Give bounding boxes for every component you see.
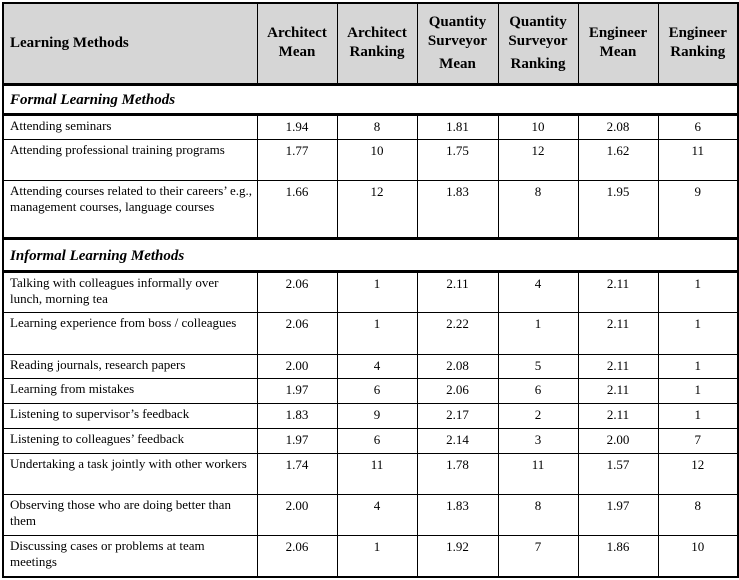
qs-mean-cell: 2.08: [417, 354, 498, 379]
engineer-mean-cell: 2.11: [578, 404, 658, 429]
engineer-ranking-cell: 1: [658, 313, 738, 354]
engineer-ranking-cell: 11: [658, 140, 738, 181]
architect-mean-cell: 1.97: [257, 379, 337, 404]
architect-mean-cell: 2.06: [257, 536, 337, 577]
architect-ranking-cell: 4: [337, 354, 417, 379]
engineer-ranking-cell: 1: [658, 354, 738, 379]
method-cell: Learning experience from boss / colleagues: [3, 313, 257, 354]
engineer-mean-cell: 2.08: [578, 115, 658, 140]
header-architect-mean: [257, 3, 337, 84]
engineer-ranking-cell: 8: [658, 494, 738, 535]
architect-mean-cell: 1.66: [257, 181, 337, 239]
qs-ranking-cell: 11: [498, 453, 578, 494]
engineer-mean-cell: 2.11: [578, 313, 658, 354]
engineer-ranking-cell: 10: [658, 536, 738, 577]
table-row: [3, 272, 738, 313]
section-title: Formal Learning Methods: [3, 84, 738, 115]
architect-mean-cell: 1.77: [257, 140, 337, 181]
qs-mean-cell: 2.06: [417, 379, 498, 404]
qs-ranking-cell: 8: [498, 181, 578, 239]
header-engineer-ranking: [658, 3, 738, 84]
table-row: [3, 115, 738, 140]
engineer-ranking-cell: 6: [658, 115, 738, 140]
architect-mean-cell: 2.00: [257, 494, 337, 535]
engineer-mean-cell: 1.97: [578, 494, 658, 535]
architect-ranking-cell: 4: [337, 494, 417, 535]
header-learning-methods: Learning Methods: [3, 3, 257, 84]
table-row: [3, 404, 738, 429]
header-line: Quantity: [509, 13, 567, 30]
header-line: Mean: [599, 44, 637, 61]
engineer-mean-cell: 1.95: [578, 181, 658, 239]
method-cell: Observing those who are doing better than them: [3, 494, 257, 535]
header-row: [3, 3, 738, 84]
engineer-mean-cell: 2.00: [578, 428, 658, 453]
table-header: [3, 3, 738, 84]
table-row: [3, 494, 738, 535]
architect-ranking-cell: 1: [337, 272, 417, 313]
engineer-ranking-cell: 1: [658, 404, 738, 429]
header-line: Mean: [278, 44, 316, 61]
qs-mean-cell: 1.78: [417, 453, 498, 494]
qs-mean-cell: 2.17: [417, 404, 498, 429]
table-row: [3, 379, 738, 404]
architect-ranking-cell: 8: [337, 115, 417, 140]
qs-ranking-cell: 5: [498, 354, 578, 379]
architect-mean-cell: 1.97: [257, 428, 337, 453]
qs-mean-cell: 1.92: [417, 536, 498, 577]
header-architect-ranking: [337, 3, 417, 84]
header-line: Engineer: [668, 25, 727, 42]
header-line: Ranking: [510, 55, 566, 72]
header-line: Mean: [439, 55, 476, 72]
method-cell: Attending seminars: [3, 115, 257, 140]
engineer-mean-cell: 2.11: [578, 272, 658, 313]
header-line: Ranking: [349, 44, 405, 61]
qs-mean-cell: 1.83: [417, 494, 498, 535]
engineer-ranking-cell: 9: [658, 181, 738, 239]
table-body: [3, 84, 738, 577]
method-cell: Discussing cases or problems at team meetings: [3, 536, 257, 577]
table-row: [3, 181, 738, 239]
engineer-ranking-cell: 1: [658, 379, 738, 404]
table-row: [3, 428, 738, 453]
architect-mean-cell: 2.06: [257, 272, 337, 313]
method-cell: Reading journals, research papers: [3, 354, 257, 379]
engineer-mean-cell: 1.57: [578, 453, 658, 494]
table-row: [3, 140, 738, 181]
architect-mean-cell: 2.00: [257, 354, 337, 379]
architect-ranking-cell: 1: [337, 536, 417, 577]
qs-ranking-cell: 7: [498, 536, 578, 577]
method-cell: Listening to supervisor’s feedback: [3, 404, 257, 429]
qs-mean-cell: 2.11: [417, 272, 498, 313]
method-cell: Listening to colleagues’ feedback: [3, 428, 257, 453]
engineer-mean-cell: 2.11: [578, 379, 658, 404]
section-row-informal: [3, 239, 738, 272]
qs-mean-cell: 1.81: [417, 115, 498, 140]
header-line: Architect: [267, 25, 327, 42]
qs-mean-cell: 1.75: [417, 140, 498, 181]
section-title: Informal Learning Methods: [3, 239, 738, 272]
table-row: [3, 313, 738, 354]
table-row: [3, 453, 738, 494]
architect-ranking-cell: 11: [337, 453, 417, 494]
architect-ranking-cell: 6: [337, 379, 417, 404]
architect-mean-cell: 1.83: [257, 404, 337, 429]
architect-ranking-cell: 1: [337, 313, 417, 354]
header-qs-mean: [417, 3, 498, 84]
header-line: Ranking: [670, 44, 726, 61]
engineer-mean-cell: 2.11: [578, 354, 658, 379]
architect-ranking-cell: 10: [337, 140, 417, 181]
method-cell: Attending professional training programs: [3, 140, 257, 181]
qs-ranking-cell: 2: [498, 404, 578, 429]
qs-mean-cell: 2.22: [417, 313, 498, 354]
section-row-formal: [3, 84, 738, 115]
qs-ranking-cell: 6: [498, 379, 578, 404]
engineer-mean-cell: 1.62: [578, 140, 658, 181]
architect-mean-cell: 1.94: [257, 115, 337, 140]
architect-mean-cell: 1.74: [257, 453, 337, 494]
header-line: Quantity: [428, 13, 487, 30]
engineer-ranking-cell: 1: [658, 272, 738, 313]
method-cell: Learning from mistakes: [3, 379, 257, 404]
header-line: Engineer: [588, 25, 648, 42]
qs-ranking-cell: 4: [498, 272, 578, 313]
header-line: Architect: [347, 25, 407, 42]
architect-ranking-cell: 12: [337, 181, 417, 239]
method-cell: Talking with colleagues informally over lunch, morning tea: [3, 272, 257, 313]
architect-ranking-cell: 9: [337, 404, 417, 429]
architect-mean-cell: 2.06: [257, 313, 337, 354]
qs-ranking-cell: 12: [498, 140, 578, 181]
engineer-ranking-cell: 7: [658, 428, 738, 453]
qs-mean-cell: 2.14: [417, 428, 498, 453]
learning-methods-table: [2, 2, 739, 578]
qs-ranking-cell: 10: [498, 115, 578, 140]
architect-ranking-cell: 6: [337, 428, 417, 453]
header-line: Surveyor: [508, 32, 568, 49]
header-qs-ranking: [498, 3, 578, 84]
qs-mean-cell: 1.83: [417, 181, 498, 239]
engineer-mean-cell: 1.86: [578, 536, 658, 577]
method-cell: Attending courses related to their careers’ e.g., management courses, language courses: [3, 181, 257, 239]
header-engineer-mean: [578, 3, 658, 84]
qs-ranking-cell: 1: [498, 313, 578, 354]
header-line: Surveyor: [427, 32, 488, 49]
table-row: [3, 354, 738, 379]
qs-ranking-cell: 8: [498, 494, 578, 535]
table-row: [3, 536, 738, 577]
engineer-ranking-cell: 12: [658, 453, 738, 494]
qs-ranking-cell: 3: [498, 428, 578, 453]
method-cell: Undertaking a task jointly with other workers: [3, 453, 257, 494]
